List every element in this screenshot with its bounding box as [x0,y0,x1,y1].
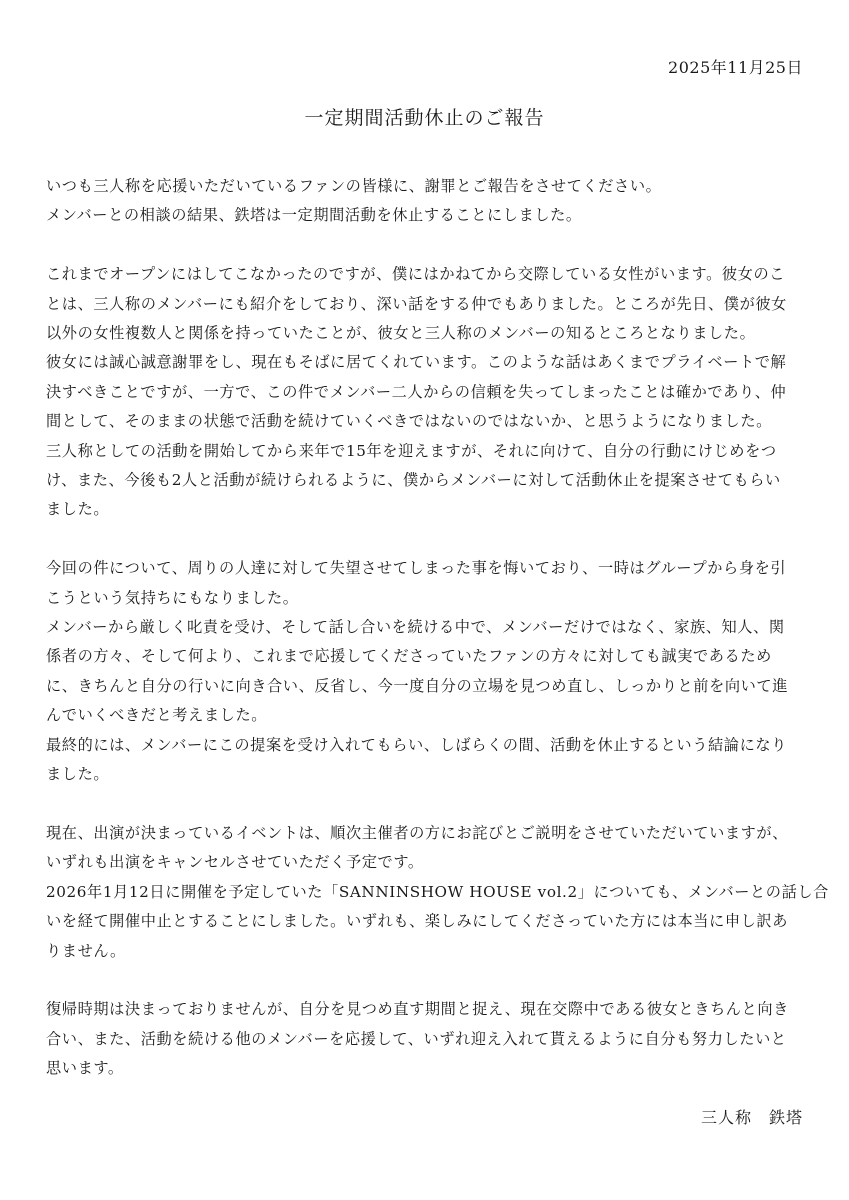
text-line: メンバーとの相談の結果、鉄塔は一定期間活動を休止することにしました。 [46,206,582,225]
paragraph-greeting [46,172,806,231]
text-line: 最終的には、メンバーにこの提案を受け入れてもらい、しばらくの間、活動を休止するという結論になり [46,735,787,754]
text-line: に、きちんと自分の行いに向き合い、反省し、今一度自分の立場を見つめ直し、しっかりと前を向いて進 [46,676,789,695]
text-line: 2026年1月12日に開催を予定していた「SANNINSHOW HOUSE vol.2」についても、メンバーとの話し合 [46,882,829,901]
text-line: 彼女には誠心誠意謝罪をし、現在もそばに居てくれています。このような話はあくまでプライベートで解 [46,353,787,372]
text-line: いを経て開催中止とすることにしました。いずれも、楽しみにしてくださっていた方には本当に申し訳あ [46,912,789,931]
paragraph-explanation [46,260,806,525]
text-line: メンバーから厳しく叱責を受け、そして話し合いを続ける中で、メンバーだけではなく、家族、知人、関 [46,618,785,637]
text-line: いつも三人称を応援いただいているファンの皆様に、謝罪とご報告をさせてください。 [46,177,662,195]
text-line: 今回の件について、周りの人達に対して失望させてしまった事を悔いており、一時はグループから身を引 [46,559,787,578]
text-line: ました。 [46,500,110,519]
text-line: これまでオープンにはしてこなかったのですが、僕にはかねてから交際している女性がいます。彼女のこ [46,265,786,284]
paragraph-events [46,819,829,966]
document-title: 一定期間活動休止のご報告 [304,107,545,129]
paragraph-reflection [46,554,806,789]
document-signature: 三人称 鉄塔 [700,1108,803,1127]
text-line: 決すべきことですが、一方で、この件でメンバー二人からの信頼を失ってしまったことは確かであり、仲 [46,382,787,401]
text-line: 係者の方々、そして何より、これまで応援してくださっていたファンの方々に対しても誠実であるため [46,647,772,666]
text-line: 現在、出演が決まっているイベントは、順次主催者の方にお詫びとご説明をさせていただいていますが、 [46,823,789,842]
paragraph-spacer [46,525,806,554]
paragraph-return [46,995,806,1083]
paragraph-spacer [46,231,806,260]
text-line: んでいくべきだと考えました。 [46,706,268,725]
text-line: ました。 [46,765,110,784]
paragraph-spacer [46,966,806,995]
text-line: こうという気持ちにもなりました。 [46,588,299,607]
text-line: け、また、今後も2人と活動が続けられるように、僕からメンバーに対して活動休止を提案させてもらい [46,471,781,490]
text-line: 以外の女性複数人と関係を持っていたことが、彼女と三人称のメンバーの知るところとなりました。 [46,324,756,343]
text-line: 間として、そのままの状態で活動を続けていくべきではないのではないか、と思うようになりました。 [46,412,772,431]
document-body [46,172,829,1084]
text-line: 合い、また、活動を続ける他のメンバーを応援して、いずれ迎え入れて貰えるように自分も努力したいと [46,1029,787,1048]
text-line: とは、三人称のメンバーにも紹介をしており、深い話をする仲でもありました。ところが先日、僕が彼女 [46,294,787,313]
text-line: りません。 [46,941,126,960]
text-line: 三人称としての活動を開始してから来年で15年を迎えますが、それに向けて、自分の行動にけじめをつ [46,441,777,460]
text-line: 思います。 [46,1059,124,1078]
text-line: 復帰時期は決まっておりませんが、自分を見つめ直す期間と捉え、現在交際中である彼女ときちんと向き [46,1000,789,1019]
paragraph-spacer [46,790,806,819]
document-date: 2025年11月25日 [668,58,803,77]
text-line: いずれも出演をキャンセルさせていただく予定です。 [46,853,424,872]
